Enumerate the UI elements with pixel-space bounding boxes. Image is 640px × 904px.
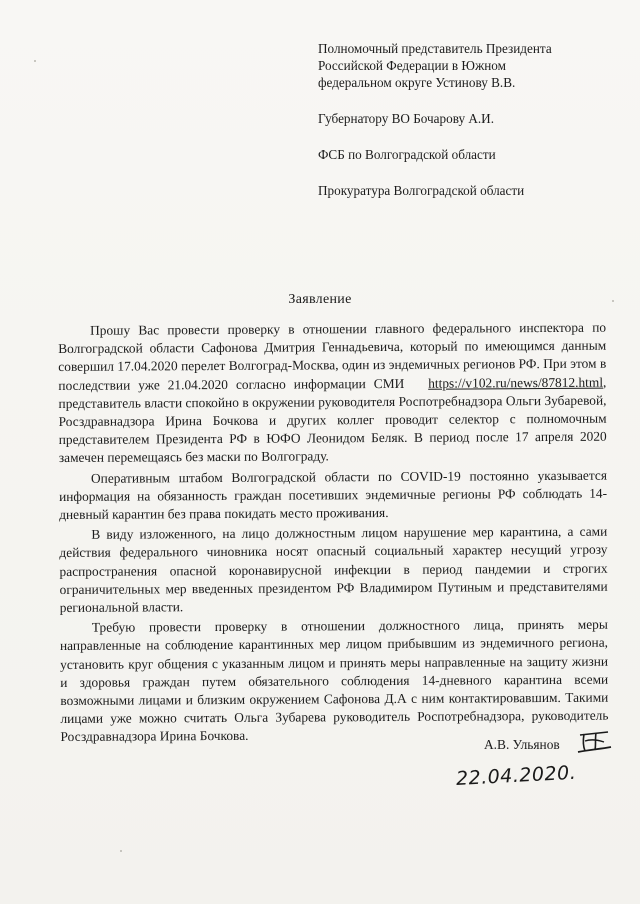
recipient-line: Полномочный представитель Президента	[318, 41, 552, 56]
recipient-plenipotentiary	[318, 40, 618, 91]
recipient-fsb	[318, 146, 618, 163]
recipient-line: ФСБ по Волгоградской области	[318, 147, 496, 162]
recipient-line: федеральном округе Устинову В.В.	[318, 75, 516, 90]
paragraph-1-text-a: Прошу Вас провести проверку в отношении главного федерального инспектора по Волгоградской области Сафонова Дмитрия Геннадьевича, который по имеющимся данным совершил 17.04.2020 перелет Волгоград-Москва, один из эндемичных регионов РФ. При этом в последствии уже 21.04.2020 согласно информации СМИ	[58, 319, 607, 393]
paragraph-3: В виду изложенного, на лицо должностным лицом нарушение мер карантина, а сами действия федерального чиновника носят опасный социальный характер несущий угрозу распространения опасной коронавирусной инфекции в период пандемии и строгих ограничительных мер введенных президентом РФ Владимиром Путиным и представителями региональной власти.	[59, 523, 608, 616]
handwritten-date: 22.04.2020.	[455, 761, 577, 790]
paragraph-1	[58, 319, 607, 468]
scan-speck	[120, 850, 122, 852]
signature-name: А.В. Ульянов	[484, 737, 560, 752]
paragraph-2: Оперативным штабом Волгоградской области по COVID-19 постоянно указывается информация на обязанность граждан посетивших эндемичные регионы РФ соблюдать 14-дневный карантин без права покидать место проживания.	[59, 467, 608, 523]
recipient-line: Губернатору ВО Бочарову А.И.	[318, 111, 495, 126]
paragraph-4: Требую провести проверку в отношении должностного лица, принять меры направленные на соблюдение карантинных мер лицом прибывшим из эндемичного региона, установить круг общения с указанным лицом и принять меры направленные на защиту жизни и здоровья граждан путем обязательного соблюдения 14-дневного карантина всеми возможными лицами и близким окружением Сафонова Д.А с ним контактировавшим. Такими лицами уже можно считать Ольга Зубарева руководитель Роспотребнадзора, руководитель Росздравнадзора Ирина Бочкова.	[59, 616, 609, 745]
handwritten-signature-mark	[574, 728, 614, 756]
recipient-governor	[318, 110, 618, 127]
recipient-prosecutor	[318, 182, 618, 199]
paragraph-1-text-b: , представитель власти спокойно в окружении руководителя Роспотребнадзора Ольги Зубаревой, Росздравнадзора Ирина Бочкова и других коллег проводит селектор с полномочным представителем Президента РФ в ЮФО Леонидом Беляк. В период после 17 апреля 2020 замечен перемещаясь без маски по Волгограду.	[58, 374, 607, 466]
recipient-line: Российской Федерации в Южном	[318, 58, 506, 73]
recipients-block	[318, 40, 618, 199]
recipient-line: Прокуратура Волгоградской области	[318, 183, 525, 198]
document-body	[58, 319, 609, 747]
news-link[interactable]: https://v102.ru/news/87812.html	[428, 374, 604, 391]
document-title: Заявление	[288, 292, 352, 307]
scan-speck	[34, 60, 36, 62]
